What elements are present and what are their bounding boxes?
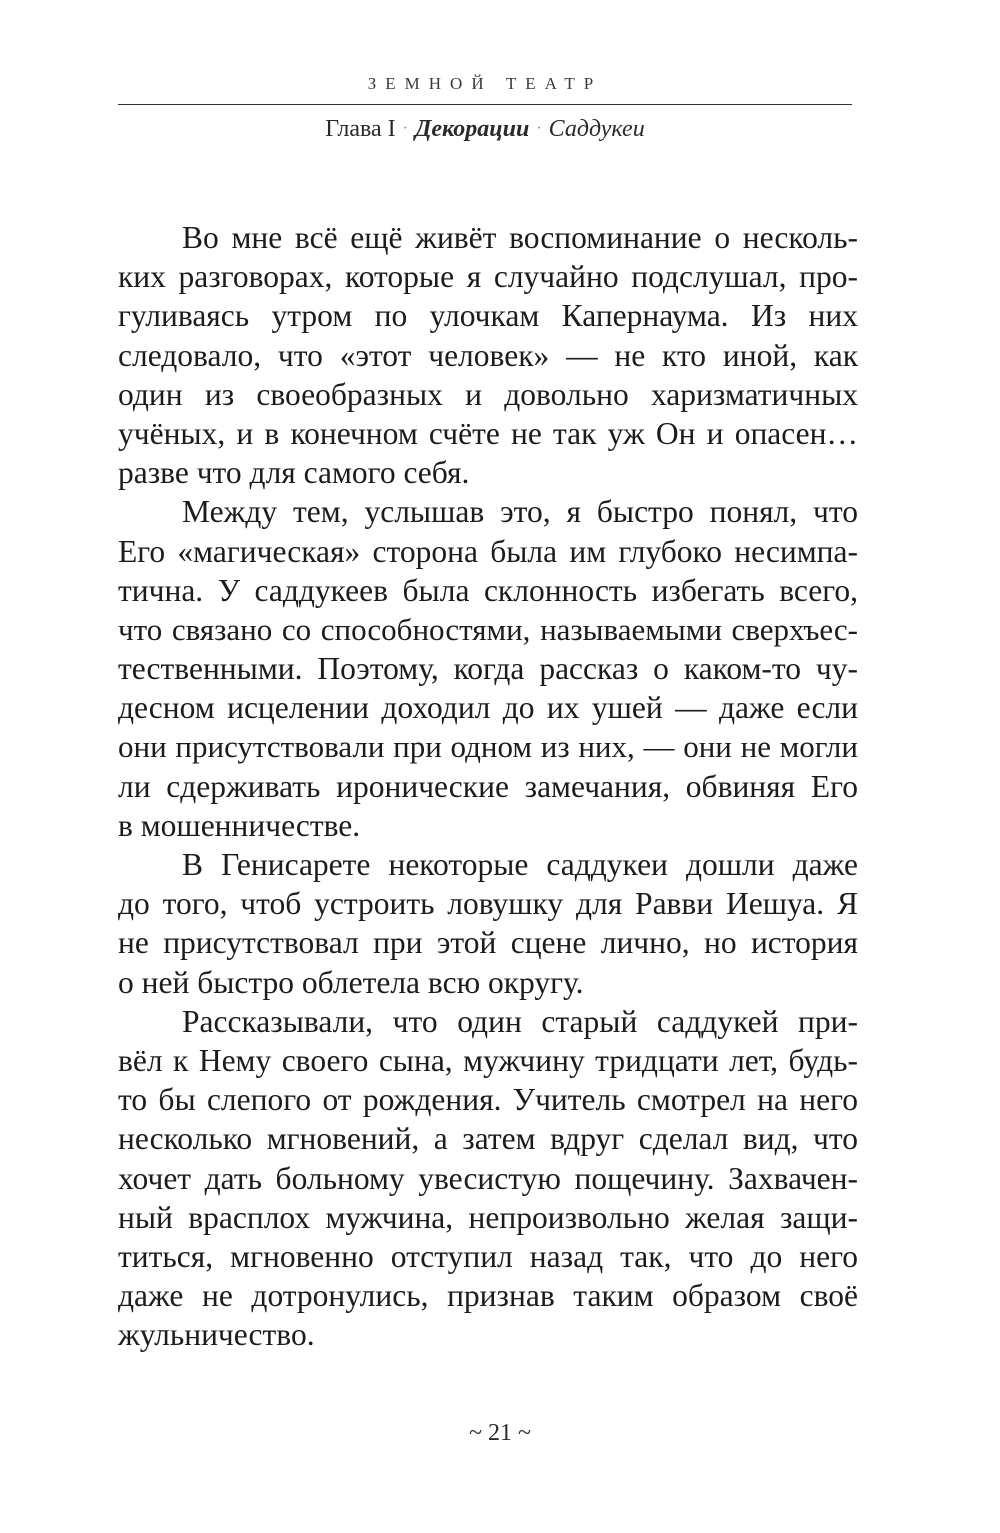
running-title: ЗЕМНОЙ ТЕАТР <box>367 74 603 93</box>
text-line: то бы слепого от рождения. Учитель смотрел на него <box>118 1082 858 1118</box>
text-line: разве что для самого себя. <box>118 455 470 491</box>
text-line: жульничество. <box>118 1317 315 1353</box>
text-line: один из своеобразных и довольно харизматичных <box>118 376 858 412</box>
text-line: Рассказывали, что один старый саддукей при- <box>182 1003 858 1039</box>
text-line: В Генисарете некоторые саддукеи дошли даже <box>182 847 858 882</box>
text-line: несколько мгновений, а затем вдруг сделал вид, что <box>118 1121 858 1157</box>
text-line: Его «магическая» сторона была им глубоко несимпа- <box>118 533 858 569</box>
text-line: ли сдерживать иронические замечания, обвиняя Его <box>118 768 858 804</box>
paragraph <box>118 218 858 492</box>
text-line: до того, чтоб устроить ловушку для Равви Иешуа. Я <box>118 886 858 922</box>
text-line: гуливаясь утром по улочкам Капернаума. Из них <box>118 298 858 334</box>
section-label: Декорации <box>414 116 530 142</box>
text-line: вёл к Нему своего сына, мужчину тридцати лет, будь- <box>118 1042 858 1078</box>
text-line: они присутствовали при одном из них, — они не могли <box>118 729 858 765</box>
body-text <box>118 218 858 1354</box>
text-line: титься, мгновенно отступил назад так, что до него <box>118 1238 858 1274</box>
header-divider <box>118 104 852 105</box>
text-line: в мошенничестве. <box>118 807 361 843</box>
page-number: ~ 21 ~ <box>469 1420 531 1446</box>
text-line: учёных, и в конечном счёте не так уж Он и опасен… <box>118 415 858 451</box>
text-line: о ней быстро облетела всю округу. <box>118 964 584 1000</box>
text-line: десном исцелении доходил до их ушей — даже если <box>118 690 858 726</box>
chapter-label: Глава I <box>325 116 396 142</box>
text-line: не присутствовал при этой сцене лично, но история <box>118 925 858 961</box>
text-line: Во мне всё ещё живёт воспоминание о несколь- <box>182 220 858 255</box>
text-line: ный врасплох мужчина, непроизвольно желая защи- <box>118 1199 858 1235</box>
text-line: тественными. Поэтому, когда рассказ о каком-то чу- <box>118 651 858 687</box>
paragraph <box>118 1002 858 1355</box>
text-line: следовало, что «этот человек» — не кто иной, как <box>118 337 858 373</box>
text-line: даже не дотронулись, признав таким образом своё <box>118 1278 858 1314</box>
text-line: ких разговорах, которые я случайно подслушал, про- <box>118 259 858 295</box>
text-line: хочет дать больному увесистую пощечину. Захвачен- <box>118 1160 858 1196</box>
chapter-breadcrumb <box>118 116 852 143</box>
text-line: что связано со способностями, называемыми сверхъес- <box>118 611 858 647</box>
paragraph <box>118 492 858 845</box>
breadcrumb-separator: · <box>402 120 408 137</box>
text-line: тична. У саддукеев была склонность избегать всего, <box>118 572 858 608</box>
text-line: Между тем, услышав это, я быстро понял, что <box>182 494 858 530</box>
subsection-label: Саддукеи <box>548 116 645 142</box>
breadcrumb-separator: · <box>536 120 542 137</box>
paragraph <box>118 845 858 1002</box>
